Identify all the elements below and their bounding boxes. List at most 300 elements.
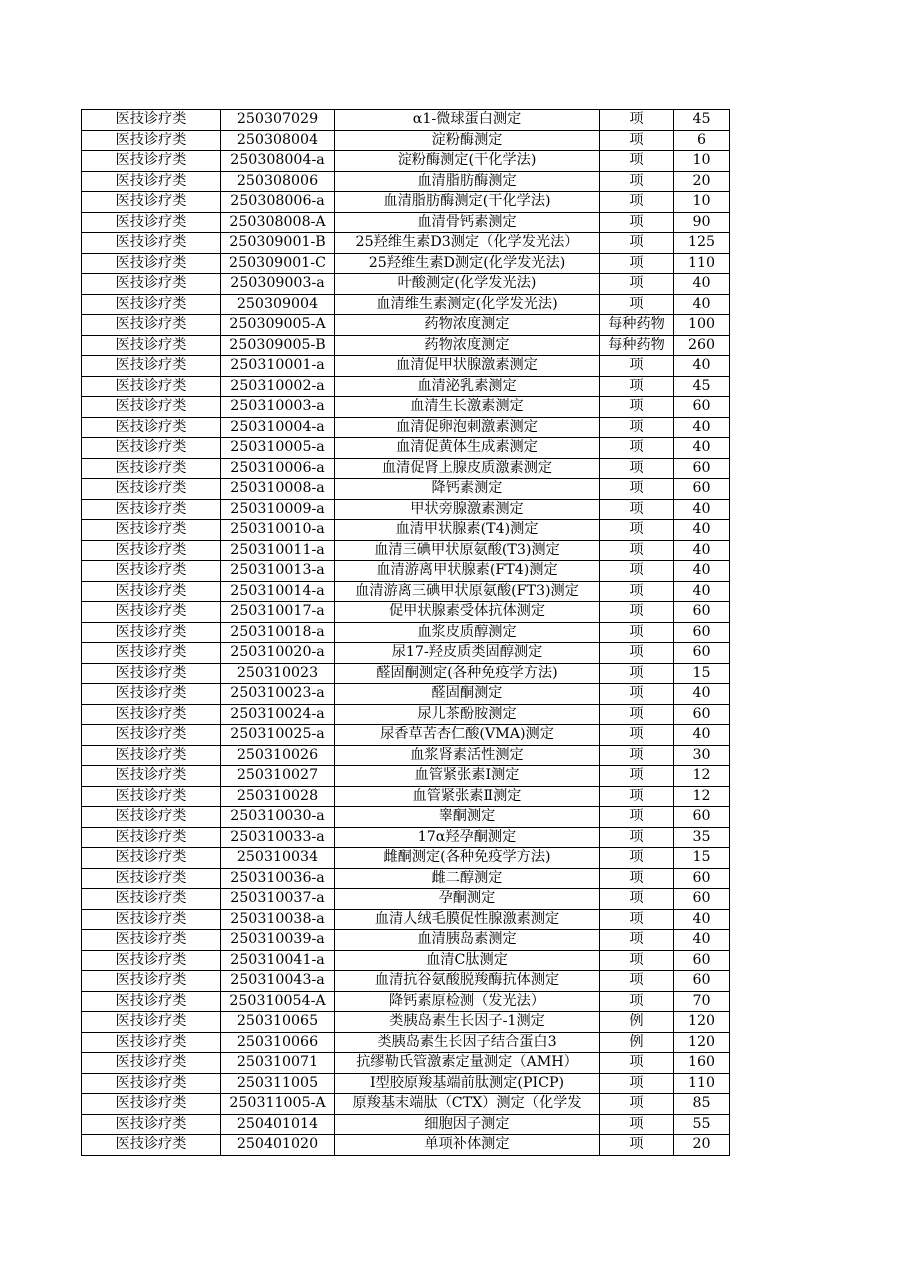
item-name-cell: 血清C肽测定	[335, 950, 600, 971]
table-row	[82, 684, 730, 705]
price-cell: 40	[674, 499, 730, 520]
table-row	[82, 110, 730, 131]
code-cell: 250310066	[221, 1032, 335, 1053]
code-cell: 250310030-a	[221, 807, 335, 828]
price-cell: 60	[674, 889, 730, 910]
item-name-cell: 血清促肾上腺皮质激素测定	[335, 458, 600, 479]
price-cell: 85	[674, 1094, 730, 1115]
category-cell: 医技诊疗类	[82, 499, 221, 520]
item-name-cell: 血清游离三碘甲状原氨酸(FT3)测定	[335, 581, 600, 602]
item-name-cell: 血清促甲状腺激素测定	[335, 356, 600, 377]
price-cell: 260	[674, 335, 730, 356]
table-row	[82, 622, 730, 643]
category-cell: 医技诊疗类	[82, 1135, 221, 1156]
item-name-cell: 血清脂肪酶测定(干化学法)	[335, 192, 600, 213]
price-cell: 60	[674, 643, 730, 664]
code-cell: 250310023	[221, 663, 335, 684]
item-name-cell: 药物浓度测定	[335, 335, 600, 356]
unit-cell: 项	[600, 786, 674, 807]
item-name-cell: Ⅰ型胶原羧基端前肽测定(PICP)	[335, 1073, 600, 1094]
price-cell: 60	[674, 397, 730, 418]
unit-cell: 项	[600, 561, 674, 582]
unit-cell: 项	[600, 602, 674, 623]
price-cell: 15	[674, 663, 730, 684]
item-name-cell: 尿17-羟皮质类固醇测定	[335, 643, 600, 664]
unit-cell: 项	[600, 110, 674, 131]
category-cell: 医技诊疗类	[82, 520, 221, 541]
price-cell: 12	[674, 766, 730, 787]
unit-cell: 项	[600, 971, 674, 992]
unit-cell: 项	[600, 827, 674, 848]
category-cell: 医技诊疗类	[82, 889, 221, 910]
category-cell: 医技诊疗类	[82, 622, 221, 643]
table-row	[82, 1032, 730, 1053]
code-cell: 250401020	[221, 1135, 335, 1156]
unit-cell: 项	[600, 294, 674, 315]
unit-cell: 项	[600, 540, 674, 561]
item-name-cell: 血清游离甲状腺素(FT4)测定	[335, 561, 600, 582]
table-row	[82, 397, 730, 418]
category-cell: 医技诊疗类	[82, 848, 221, 869]
category-cell: 医技诊疗类	[82, 971, 221, 992]
price-cell: 100	[674, 315, 730, 336]
code-cell: 250308008-A	[221, 212, 335, 233]
price-cell: 40	[674, 684, 730, 705]
category-cell: 医技诊疗类	[82, 151, 221, 172]
category-cell: 医技诊疗类	[82, 294, 221, 315]
item-name-cell: 叶酸测定(化学发光法)	[335, 274, 600, 295]
category-cell: 医技诊疗类	[82, 663, 221, 684]
price-cell: 40	[674, 930, 730, 951]
item-name-cell: 淀粉酶测定	[335, 130, 600, 151]
fee-table	[81, 109, 730, 1156]
item-name-cell: 血清甲状腺素(T4)测定	[335, 520, 600, 541]
price-cell: 15	[674, 848, 730, 869]
unit-cell: 项	[600, 458, 674, 479]
table-row	[82, 889, 730, 910]
unit-cell: 项	[600, 253, 674, 274]
unit-cell: 项	[600, 1114, 674, 1135]
unit-cell: 项	[600, 745, 674, 766]
table-row	[82, 1053, 730, 1074]
item-name-cell: 类胰岛素生长因子-1测定	[335, 1012, 600, 1033]
code-cell: 250310037-a	[221, 889, 335, 910]
item-name-cell: 血浆皮质醇测定	[335, 622, 600, 643]
price-cell: 40	[674, 561, 730, 582]
item-name-cell: 降钙素测定	[335, 479, 600, 500]
unit-cell: 项	[600, 438, 674, 459]
table-row	[82, 868, 730, 889]
price-cell: 40	[674, 356, 730, 377]
price-cell: 40	[674, 725, 730, 746]
price-cell: 6	[674, 130, 730, 151]
item-name-cell: 药物浓度测定	[335, 315, 600, 336]
code-cell: 250310004-a	[221, 417, 335, 438]
code-cell: 250308004-a	[221, 151, 335, 172]
item-name-cell: 血清胰岛素测定	[335, 930, 600, 951]
table-row	[82, 274, 730, 295]
category-cell: 医技诊疗类	[82, 1094, 221, 1115]
category-cell: 医技诊疗类	[82, 540, 221, 561]
unit-cell: 项	[600, 1094, 674, 1115]
item-name-cell: 降钙素原检测（发光法）	[335, 991, 600, 1012]
table-row	[82, 950, 730, 971]
unit-cell: 项	[600, 991, 674, 1012]
category-cell: 医技诊疗类	[82, 950, 221, 971]
price-cell: 40	[674, 540, 730, 561]
code-cell: 250310008-a	[221, 479, 335, 500]
unit-cell: 项	[600, 356, 674, 377]
table-row	[82, 807, 730, 828]
price-cell: 60	[674, 622, 730, 643]
price-cell: 110	[674, 253, 730, 274]
table-row	[82, 315, 730, 336]
unit-cell: 项	[600, 192, 674, 213]
item-name-cell: 抗缪勒氏管激素定量测定（AMH）	[335, 1053, 600, 1074]
category-cell: 医技诊疗类	[82, 725, 221, 746]
code-cell: 250310001-a	[221, 356, 335, 377]
price-cell: 60	[674, 602, 730, 623]
unit-cell: 项	[600, 581, 674, 602]
table-row	[82, 663, 730, 684]
item-name-cell: 血清人绒毛膜促性腺激素测定	[335, 909, 600, 930]
category-cell: 医技诊疗类	[82, 212, 221, 233]
category-cell: 医技诊疗类	[82, 827, 221, 848]
unit-cell: 项	[600, 663, 674, 684]
price-cell: 12	[674, 786, 730, 807]
code-cell: 250310028	[221, 786, 335, 807]
item-name-cell: 血浆肾素活性测定	[335, 745, 600, 766]
code-cell: 250310036-a	[221, 868, 335, 889]
category-cell: 医技诊疗类	[82, 1032, 221, 1053]
code-cell: 250310034	[221, 848, 335, 869]
table-row	[82, 1073, 730, 1094]
fee-table-body	[82, 110, 730, 1156]
price-cell: 35	[674, 827, 730, 848]
table-row	[82, 561, 730, 582]
code-cell: 250310024-a	[221, 704, 335, 725]
category-cell: 医技诊疗类	[82, 274, 221, 295]
price-cell: 90	[674, 212, 730, 233]
code-cell: 250310002-a	[221, 376, 335, 397]
category-cell: 医技诊疗类	[82, 417, 221, 438]
item-name-cell: 25羟维生素D3测定（化学发光法）	[335, 233, 600, 254]
price-cell: 40	[674, 294, 730, 315]
code-cell: 250309005-A	[221, 315, 335, 336]
code-cell: 250310005-a	[221, 438, 335, 459]
item-name-cell: 睾酮测定	[335, 807, 600, 828]
item-name-cell: 血清脂肪酶测定	[335, 171, 600, 192]
price-cell: 120	[674, 1032, 730, 1053]
category-cell: 医技诊疗类	[82, 479, 221, 500]
category-cell: 医技诊疗类	[82, 1053, 221, 1074]
item-name-cell: 血清促黄体生成素测定	[335, 438, 600, 459]
table-row	[82, 766, 730, 787]
code-cell: 250310025-a	[221, 725, 335, 746]
unit-cell: 项	[600, 848, 674, 869]
unit-cell: 项	[600, 171, 674, 192]
table-row	[82, 1114, 730, 1135]
category-cell: 医技诊疗类	[82, 602, 221, 623]
category-cell: 医技诊疗类	[82, 1073, 221, 1094]
item-name-cell: 雌二醇测定	[335, 868, 600, 889]
table-row	[82, 786, 730, 807]
unit-cell: 项	[600, 233, 674, 254]
unit-cell: 项	[600, 622, 674, 643]
item-name-cell: 类胰岛素生长因子结合蛋白3	[335, 1032, 600, 1053]
unit-cell: 项	[600, 725, 674, 746]
category-cell: 医技诊疗类	[82, 766, 221, 787]
unit-cell: 项	[600, 766, 674, 787]
category-cell: 医技诊疗类	[82, 684, 221, 705]
unit-cell: 项	[600, 704, 674, 725]
code-cell: 250308006	[221, 171, 335, 192]
code-cell: 250310038-a	[221, 909, 335, 930]
category-cell: 医技诊疗类	[82, 335, 221, 356]
unit-cell: 项	[600, 1135, 674, 1156]
unit-cell: 项	[600, 274, 674, 295]
code-cell: 250311005	[221, 1073, 335, 1094]
code-cell: 250309001-B	[221, 233, 335, 254]
table-row	[82, 151, 730, 172]
category-cell: 医技诊疗类	[82, 868, 221, 889]
code-cell: 250309005-B	[221, 335, 335, 356]
unit-cell: 项	[600, 868, 674, 889]
table-row	[82, 909, 730, 930]
item-name-cell: 细胞因子测定	[335, 1114, 600, 1135]
item-name-cell: 血清维生素测定(化学发光法)	[335, 294, 600, 315]
item-name-cell: 尿香草苦杏仁酸(VMA)测定	[335, 725, 600, 746]
code-cell: 250309003-a	[221, 274, 335, 295]
price-cell: 60	[674, 868, 730, 889]
unit-cell: 项	[600, 909, 674, 930]
price-cell: 55	[674, 1114, 730, 1135]
price-cell: 110	[674, 1073, 730, 1094]
category-cell: 医技诊疗类	[82, 192, 221, 213]
unit-cell: 项	[600, 130, 674, 151]
unit-cell: 项	[600, 807, 674, 828]
category-cell: 医技诊疗类	[82, 909, 221, 930]
table-row	[82, 438, 730, 459]
unit-cell: 例	[600, 1032, 674, 1053]
unit-cell: 项	[600, 376, 674, 397]
price-cell: 45	[674, 376, 730, 397]
item-name-cell: 甲状旁腺激素测定	[335, 499, 600, 520]
item-name-cell: 17α羟孕酮测定	[335, 827, 600, 848]
unit-cell: 项	[600, 1073, 674, 1094]
unit-cell: 每种药物	[600, 335, 674, 356]
item-name-cell: 单项补体测定	[335, 1135, 600, 1156]
table-row	[82, 581, 730, 602]
code-cell: 250310039-a	[221, 930, 335, 951]
price-cell: 20	[674, 171, 730, 192]
table-row	[82, 417, 730, 438]
table-row	[82, 520, 730, 541]
item-name-cell: 血清促卵泡刺激素测定	[335, 417, 600, 438]
unit-cell: 项	[600, 950, 674, 971]
category-cell: 医技诊疗类	[82, 458, 221, 479]
unit-cell: 项	[600, 499, 674, 520]
category-cell: 医技诊疗类	[82, 130, 221, 151]
category-cell: 医技诊疗类	[82, 171, 221, 192]
price-cell: 10	[674, 151, 730, 172]
item-name-cell: α1-微球蛋白测定	[335, 110, 600, 131]
code-cell: 250310065	[221, 1012, 335, 1033]
category-cell: 医技诊疗类	[82, 356, 221, 377]
price-cell: 60	[674, 479, 730, 500]
category-cell: 医技诊疗类	[82, 786, 221, 807]
price-cell: 40	[674, 417, 730, 438]
category-cell: 医技诊疗类	[82, 438, 221, 459]
price-cell: 20	[674, 1135, 730, 1156]
code-cell: 250308006-a	[221, 192, 335, 213]
table-row	[82, 233, 730, 254]
table-row	[82, 212, 730, 233]
category-cell: 医技诊疗类	[82, 704, 221, 725]
price-cell: 40	[674, 520, 730, 541]
table-row	[82, 171, 730, 192]
unit-cell: 项	[600, 520, 674, 541]
code-cell: 250310009-a	[221, 499, 335, 520]
table-row	[82, 848, 730, 869]
item-name-cell: 血管紧张素Ⅱ测定	[335, 786, 600, 807]
table-row	[82, 1135, 730, 1156]
table-row	[82, 827, 730, 848]
item-name-cell: 25羟维生素D测定(化学发光法)	[335, 253, 600, 274]
category-cell: 医技诊疗类	[82, 581, 221, 602]
price-cell: 40	[674, 909, 730, 930]
table-row	[82, 499, 730, 520]
code-cell: 250310026	[221, 745, 335, 766]
code-cell: 250310041-a	[221, 950, 335, 971]
unit-cell: 项	[600, 417, 674, 438]
table-row	[82, 253, 730, 274]
item-name-cell: 促甲状腺素受体抗体测定	[335, 602, 600, 623]
table-row	[82, 643, 730, 664]
category-cell: 医技诊疗类	[82, 745, 221, 766]
table-row	[82, 725, 730, 746]
price-cell: 120	[674, 1012, 730, 1033]
price-cell: 10	[674, 192, 730, 213]
category-cell: 医技诊疗类	[82, 643, 221, 664]
category-cell: 医技诊疗类	[82, 930, 221, 951]
code-cell: 250310011-a	[221, 540, 335, 561]
code-cell: 250401014	[221, 1114, 335, 1135]
table-row	[82, 745, 730, 766]
category-cell: 医技诊疗类	[82, 233, 221, 254]
code-cell: 250310003-a	[221, 397, 335, 418]
table-row	[82, 192, 730, 213]
code-cell: 250310033-a	[221, 827, 335, 848]
price-cell: 40	[674, 438, 730, 459]
price-cell: 40	[674, 581, 730, 602]
table-row	[82, 540, 730, 561]
code-cell: 250307029	[221, 110, 335, 131]
unit-cell: 项	[600, 479, 674, 500]
price-cell: 60	[674, 971, 730, 992]
category-cell: 医技诊疗类	[82, 1114, 221, 1135]
price-cell: 60	[674, 458, 730, 479]
price-cell: 30	[674, 745, 730, 766]
item-name-cell: 醛固酮测定	[335, 684, 600, 705]
table-row	[82, 458, 730, 479]
code-cell: 250309004	[221, 294, 335, 315]
item-name-cell: 淀粉酶测定(干化学法)	[335, 151, 600, 172]
code-cell: 250310043-a	[221, 971, 335, 992]
category-cell: 医技诊疗类	[82, 253, 221, 274]
code-cell: 250310013-a	[221, 561, 335, 582]
unit-cell: 项	[600, 930, 674, 951]
table-row	[82, 930, 730, 951]
code-cell: 250310017-a	[221, 602, 335, 623]
unit-cell: 项	[600, 684, 674, 705]
unit-cell: 项	[600, 889, 674, 910]
price-cell: 60	[674, 807, 730, 828]
table-row	[82, 356, 730, 377]
code-cell: 250310071	[221, 1053, 335, 1074]
table-row	[82, 971, 730, 992]
unit-cell: 项	[600, 1053, 674, 1074]
table-row	[82, 335, 730, 356]
category-cell: 医技诊疗类	[82, 110, 221, 131]
category-cell: 医技诊疗类	[82, 807, 221, 828]
price-cell: 60	[674, 704, 730, 725]
category-cell: 医技诊疗类	[82, 1012, 221, 1033]
table-row	[82, 1094, 730, 1115]
table-row	[82, 602, 730, 623]
code-cell: 250310018-a	[221, 622, 335, 643]
code-cell: 250310027	[221, 766, 335, 787]
category-cell: 医技诊疗类	[82, 561, 221, 582]
code-cell: 250309001-C	[221, 253, 335, 274]
item-name-cell: 原羧基末端肽（CTX）测定（化学发	[335, 1094, 600, 1115]
code-cell: 250311005-A	[221, 1094, 335, 1115]
table-row	[82, 479, 730, 500]
table-row	[82, 130, 730, 151]
price-cell: 70	[674, 991, 730, 1012]
category-cell: 医技诊疗类	[82, 315, 221, 336]
item-name-cell: 血清抗谷氨酸脱羧酶抗体测定	[335, 971, 600, 992]
item-name-cell: 雌酮测定(各种免疫学方法)	[335, 848, 600, 869]
code-cell: 250310023-a	[221, 684, 335, 705]
unit-cell: 项	[600, 151, 674, 172]
item-name-cell: 血管紧张素Ⅰ测定	[335, 766, 600, 787]
item-name-cell: 血清生长激素测定	[335, 397, 600, 418]
table-row	[82, 991, 730, 1012]
code-cell: 250310054-A	[221, 991, 335, 1012]
item-name-cell: 孕酮测定	[335, 889, 600, 910]
item-name-cell: 血清三碘甲状原氨酸(T3)测定	[335, 540, 600, 561]
item-name-cell: 血清骨钙素测定	[335, 212, 600, 233]
unit-cell: 项	[600, 643, 674, 664]
unit-cell: 例	[600, 1012, 674, 1033]
price-cell: 125	[674, 233, 730, 254]
category-cell: 医技诊疗类	[82, 991, 221, 1012]
unit-cell: 项	[600, 397, 674, 418]
table-row	[82, 376, 730, 397]
item-name-cell: 血清泌乳素测定	[335, 376, 600, 397]
item-name-cell: 醛固酮测定(各种免疫学方法)	[335, 663, 600, 684]
code-cell: 250310006-a	[221, 458, 335, 479]
code-cell: 250308004	[221, 130, 335, 151]
price-cell: 160	[674, 1053, 730, 1074]
category-cell: 医技诊疗类	[82, 397, 221, 418]
code-cell: 250310020-a	[221, 643, 335, 664]
item-name-cell: 尿儿茶酚胺测定	[335, 704, 600, 725]
table-row	[82, 704, 730, 725]
code-cell: 250310014-a	[221, 581, 335, 602]
price-cell: 60	[674, 950, 730, 971]
